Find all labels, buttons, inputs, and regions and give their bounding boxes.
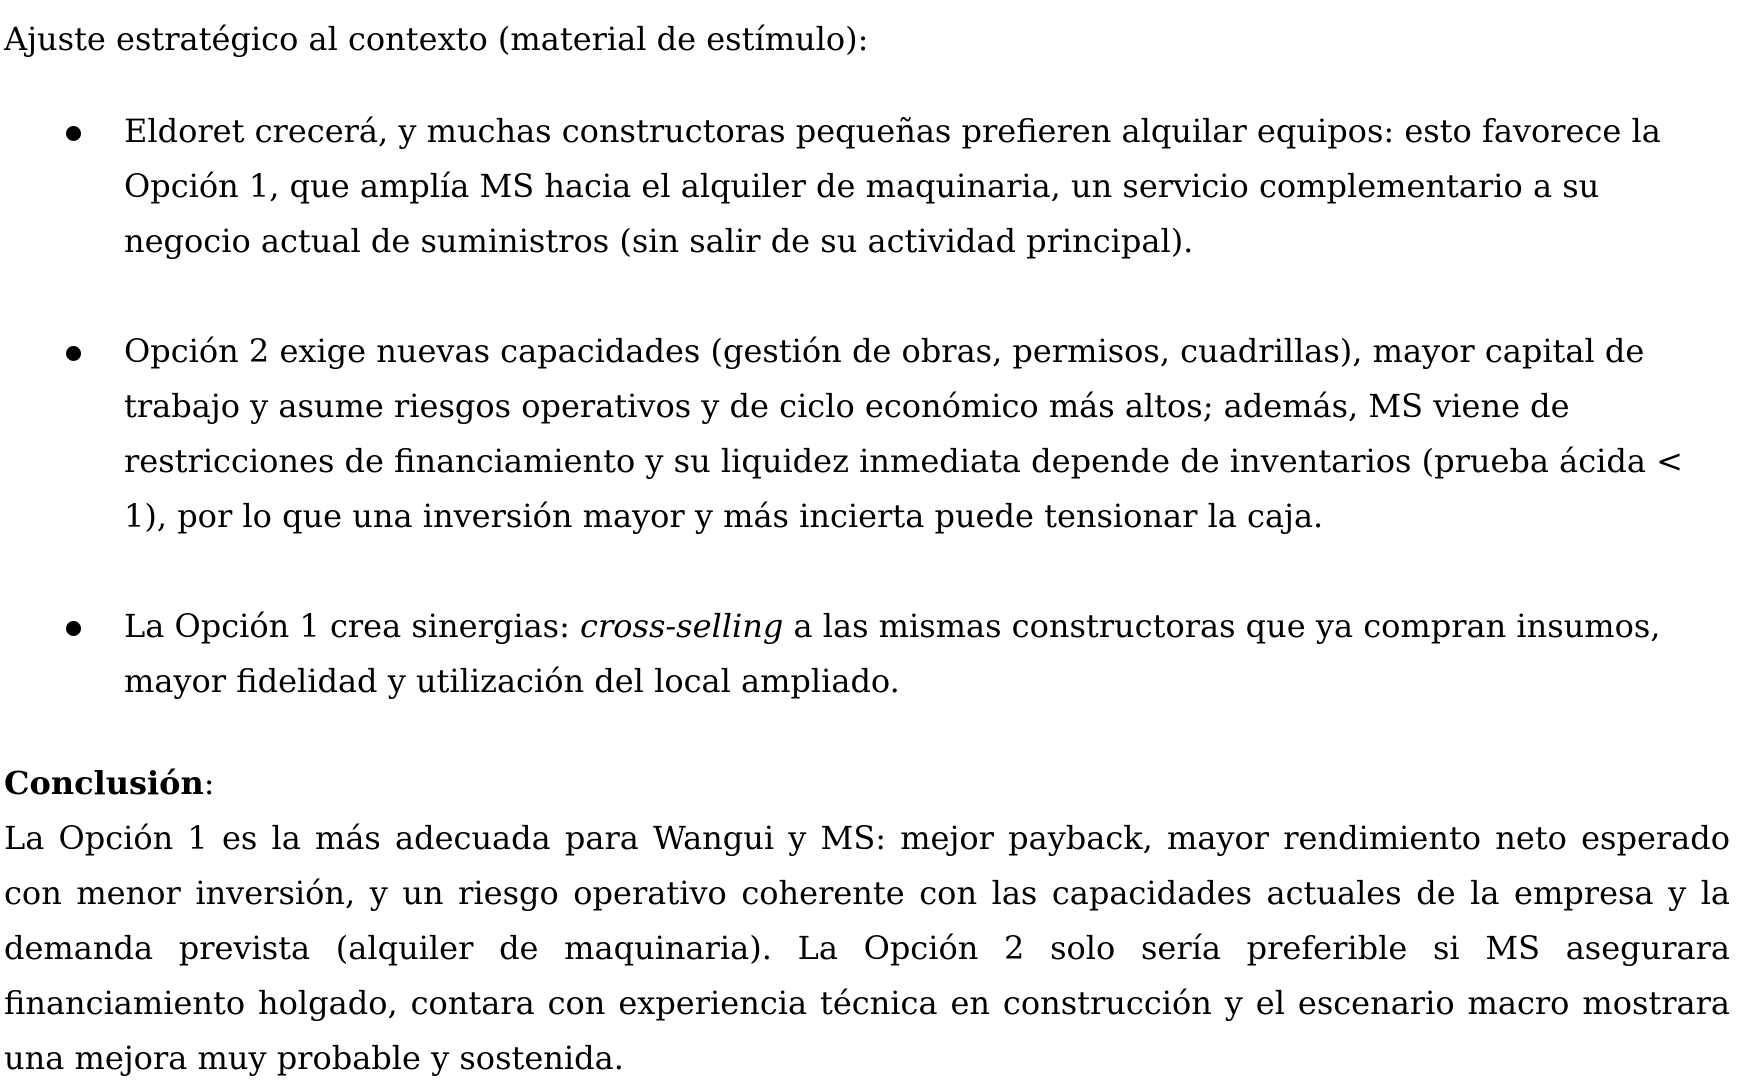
section-heading: Ajuste estratégico al contexto (material de estímulo): <box>4 20 869 58</box>
bullet-item-2 <box>4 324 1732 544</box>
conclusion-paragraph: La Opción 1 es la más adecuada para Wangui y MS: mejor payback, mayor rendimiento neto esperado con menor inversión, y un riesgo operativo coherente con las capacidades actuales de la empresa y la demanda prevista (alquiler de maquinaria). La Opción 2 solo sería preferible si MS asegurara financiamiento holgado, contara con experiencia técnica en construcción y el escenario macro mostrara una mejora muy probable y sostenida. <box>4 819 1730 1077</box>
bullet-item-1 <box>4 104 1732 269</box>
bullet-dot-icon <box>66 346 81 361</box>
bullet-text-rest: a las mismas constructoras que ya compran insumos, mayor fidelidad y utilización del local ampliado. <box>124 607 1661 700</box>
bullet-item-3 <box>4 599 1732 709</box>
bullet-text-lead: La Opción 1 crea sinergias: <box>124 607 581 645</box>
bullet-text: Eldoret crecerá, y muchas constructoras pequeñas prefieren alquilar equipos: esto favorece la Opción 1, que amplía MS hacia el alquiler de maquinaria, un servicio complementario a su negocio actual de suministros (sin salir de su actividad principal). <box>124 112 1661 260</box>
bullet-list <box>4 104 1732 764</box>
conclusion-label: Conclusión <box>4 764 204 802</box>
conclusion-label-colon: : <box>203 764 215 802</box>
bullet-text <box>124 599 1732 709</box>
bullet-dot-icon <box>66 621 81 636</box>
conclusion-heading <box>4 756 215 811</box>
bullet-dot-icon <box>66 126 81 141</box>
bullet-text-italic: cross-selling <box>580 607 784 645</box>
bullet-text: Opción 2 exige nuevas capacidades (gestión de obras, permisos, cuadrillas), mayor capital de trabajo y asume riesgos operativos y de ciclo económico más altos; además, MS viene de restricciones de financiamiento y su liquidez inmediata depende de inventarios (prueba ácida < 1), por lo que una inversión mayor y más incierta puede tensionar la caja. <box>124 332 1683 535</box>
